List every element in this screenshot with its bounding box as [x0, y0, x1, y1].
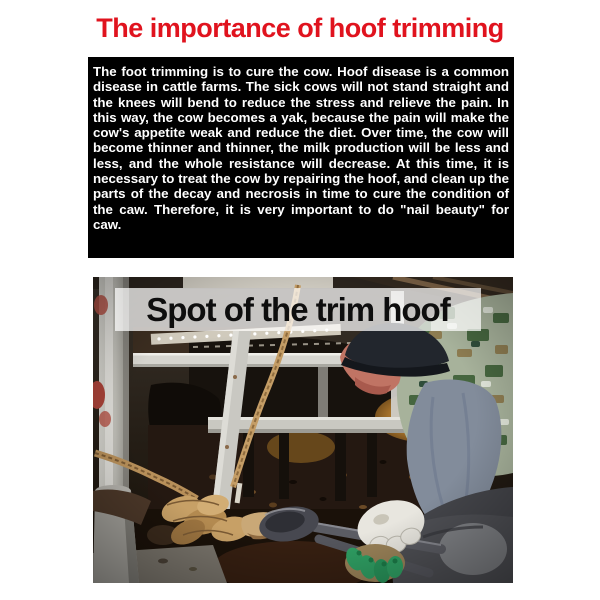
photo-caption-band — [115, 288, 481, 331]
info-panel — [88, 57, 514, 258]
info-text: The foot trimming is to cure the cow. Hoof disease is a common disease in cattle farms. The sick cows will not stand straight and the knees will bend to reduce the stress and relieve the pain. In this way, the cow becomes a yak, because the pain will make the cow's appetite weak and reduce the diet. Over time, the cow will become thinner and thinner, the milk production will be less and less, and the whole resistance will decrease. At this time, it is necessary to treat the cow by repairing the hoof, and clean up the parts of the decay and necrosis in time to cure the condition of the caw. Therefore, it is very important to do "nail beauty" for caw. — [93, 64, 509, 232]
photo-caption: Spot of the trim hoof — [146, 290, 450, 328]
page-title: The importance of hoof trimming — [96, 13, 504, 43]
hoof-trimming-photo — [93, 277, 513, 583]
